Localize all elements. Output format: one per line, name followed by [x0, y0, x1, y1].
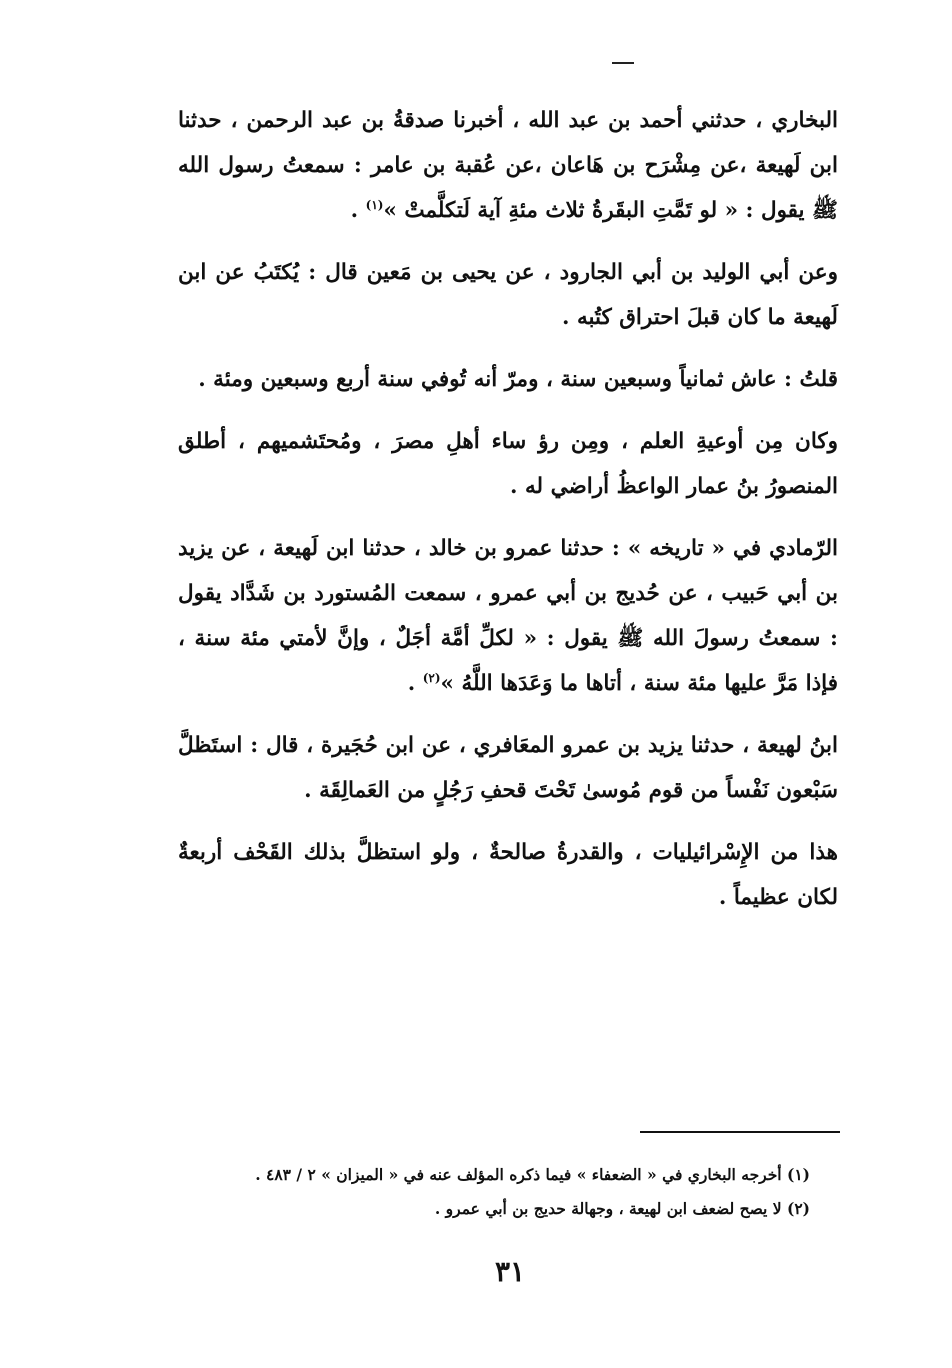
paragraph — [178, 723, 838, 813]
footnote: (١) أخرجه البخاري في « الضعفاء » فيما ذكره المؤلف عنه في « الميزان » ٢ / ٤٨٣ . — [255, 1165, 810, 1184]
paragraph-text: وكان مِن أوعيةِ العلم ، ومِن رؤ ساء أهلِ مصرَ ، ومُحتَشميهم ، أطلق المنصورُ بنُ عمار الواعظُ أراضي له . — [178, 429, 838, 499]
footnote-separator — [640, 1131, 840, 1133]
paragraph — [178, 98, 838, 233]
footnotes — [170, 1158, 810, 1226]
paragraph-text: هذا من الإِسْرائيليات ، والقدرةُ صالحةٌ ، ولو استظلَّ بذلك القَحْف أربعةٌ لكان عظيماً . — [178, 840, 838, 910]
main-text — [178, 98, 838, 920]
footnote: (٢) لا يصح لضعف ابن لهيعة ، وجهالة حديج بن أبي عمرو . — [434, 1199, 810, 1218]
paragraph-text: البخاري ، حدثني أحمد بن عبد الله ، أخبرنا صدقةُ بن عبد الرحمن ، حدثنا ابن لَهيعة ،عن مِشْرَح بن هَاعان ،عن عُقبة بن عامر : سمعتُ رسول الله ﷺ يقول : « لو تَمَّتِ البقَرةُ ثلاث مئةِ آية لَتكلَّمتْ » — [178, 108, 838, 223]
paragraph-text: وعن أبي الوليد بن أبي الجارود ، عن يحيى بن مَعين قال : يُكتَبُ عن ابن لَهيعة ما كان قبلَ احتراق كتُبه . — [178, 260, 838, 330]
paragraph — [178, 830, 838, 920]
header-dash — [612, 62, 634, 64]
paragraph — [178, 250, 838, 340]
paragraph — [178, 419, 838, 509]
paragraph — [178, 526, 838, 706]
paragraph-tail: . — [407, 671, 423, 696]
footnote-ref: (١) — [365, 197, 384, 212]
paragraph-tail: . — [350, 198, 366, 223]
page-number: ٣١ — [494, 1255, 526, 1288]
paragraph — [178, 357, 838, 402]
paragraph-text: الرّمادي في « تاريخه » : حدثنا عمرو بن خالد ، حدثنا ابن لَهيعة ، عن يزيد بن أبي حَبيب ، عن حُديج بن أبي عمرو ، سمعت المُستورد بن شَدَّاد يقول : سمعتُ رسولَ الله ﷺ يقول : « لكلِّ أمَّة أجَلٌ ، وإنَّ لأمتي مئة سنة ، فإذا مَرَّ عليها مئة سنة ، أتاها ما وَعَدَها اللَّهُ » — [178, 536, 838, 696]
paragraph-text: قلتُ : عاش ثمانياً وسبعين سنة ، ومرّ أنه تُوفي سنة أربع وسبعين ومئة . — [198, 367, 838, 392]
paragraph-text: ابنُ لهيعة ، حدثنا يزيد بن عمرو المعَافري ، عن ابن حُجَيرة ، قال : استَظلَّ سَبْعون نَفْساً من قوم مُوسىٰ تَحْتَ قحفِ رَجُلٍ من العَمالِقَة . — [178, 733, 838, 803]
footnote-ref: (٢) — [422, 670, 441, 685]
